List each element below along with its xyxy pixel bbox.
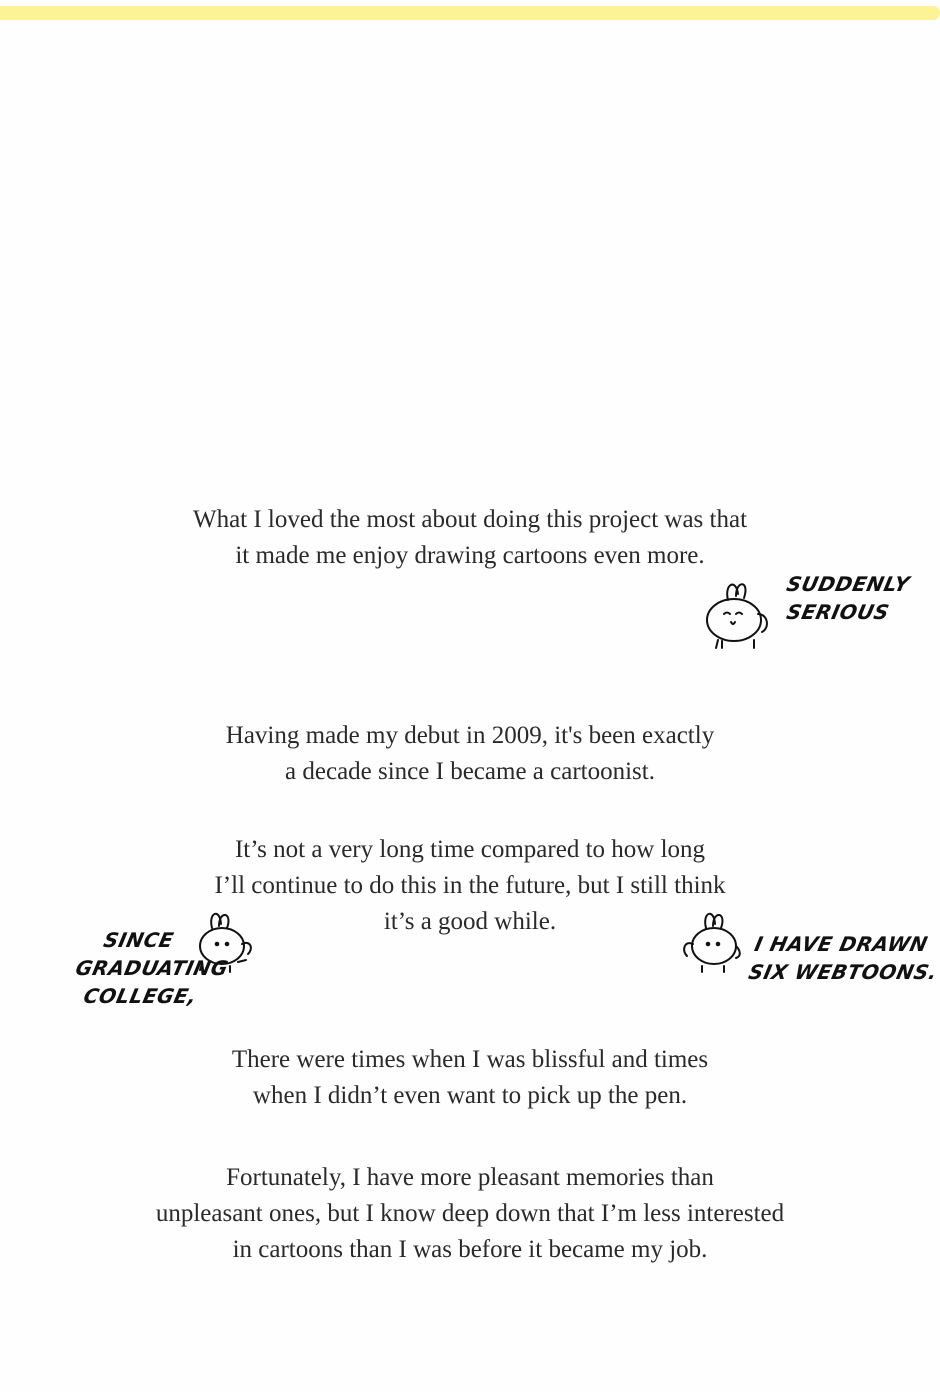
paragraph-line: Having made my debut in 2009, it's been exactly	[225, 722, 715, 749]
annotation-line: COLLEGE,	[81, 984, 200, 1008]
annotation-line: SIX WEBTOONS.	[746, 960, 940, 984]
annotation-line: SUDDENLY	[784, 572, 912, 596]
paragraph-line: What I loved the most about doing this project was that	[192, 506, 748, 533]
annotation-line: SERIOUS	[784, 600, 892, 624]
annotation-six-webtoons	[746, 930, 940, 986]
annotation-suddenly-serious	[778, 570, 912, 626]
top-highlight-bar	[0, 6, 940, 20]
paragraph-5	[0, 1160, 940, 1268]
paragraph-line: it’s a good while.	[383, 908, 557, 935]
bunny-doodle-icon	[192, 906, 258, 980]
paragraph-line: Fortunately, I have more pleasant memories than	[226, 1164, 714, 1191]
paragraph-1	[0, 502, 940, 574]
paragraph-2	[0, 718, 940, 790]
annotation-line: GRADUATING	[73, 956, 231, 980]
paragraph-line: It’s not a very long time compared to how long	[234, 836, 706, 863]
paragraph-line: it made me enjoy drawing cartoons even more.	[235, 542, 705, 569]
annotation-line: I HAVE DRAWN	[752, 932, 931, 956]
annotation-line: SINCE	[101, 928, 176, 952]
paragraph-3	[0, 832, 940, 940]
paragraph-line: in cartoons than I was before it became my job.	[232, 1236, 708, 1263]
bunny-doodle-icon	[676, 906, 746, 980]
paragraph-line: I’ll continue to do this in the future, but I still think	[214, 872, 726, 899]
paragraph-line: a decade since I became a cartoonist.	[285, 758, 655, 785]
bunny-doodle-icon	[700, 570, 780, 652]
paragraph-line: There were times when I was blissful and times	[231, 1046, 709, 1073]
paragraph-line: unpleasant ones, but I know deep down that I’m less interested	[155, 1200, 785, 1227]
paragraph-4	[0, 1042, 940, 1114]
paragraph-line: when I didn’t even want to pick up the pen.	[252, 1082, 688, 1109]
